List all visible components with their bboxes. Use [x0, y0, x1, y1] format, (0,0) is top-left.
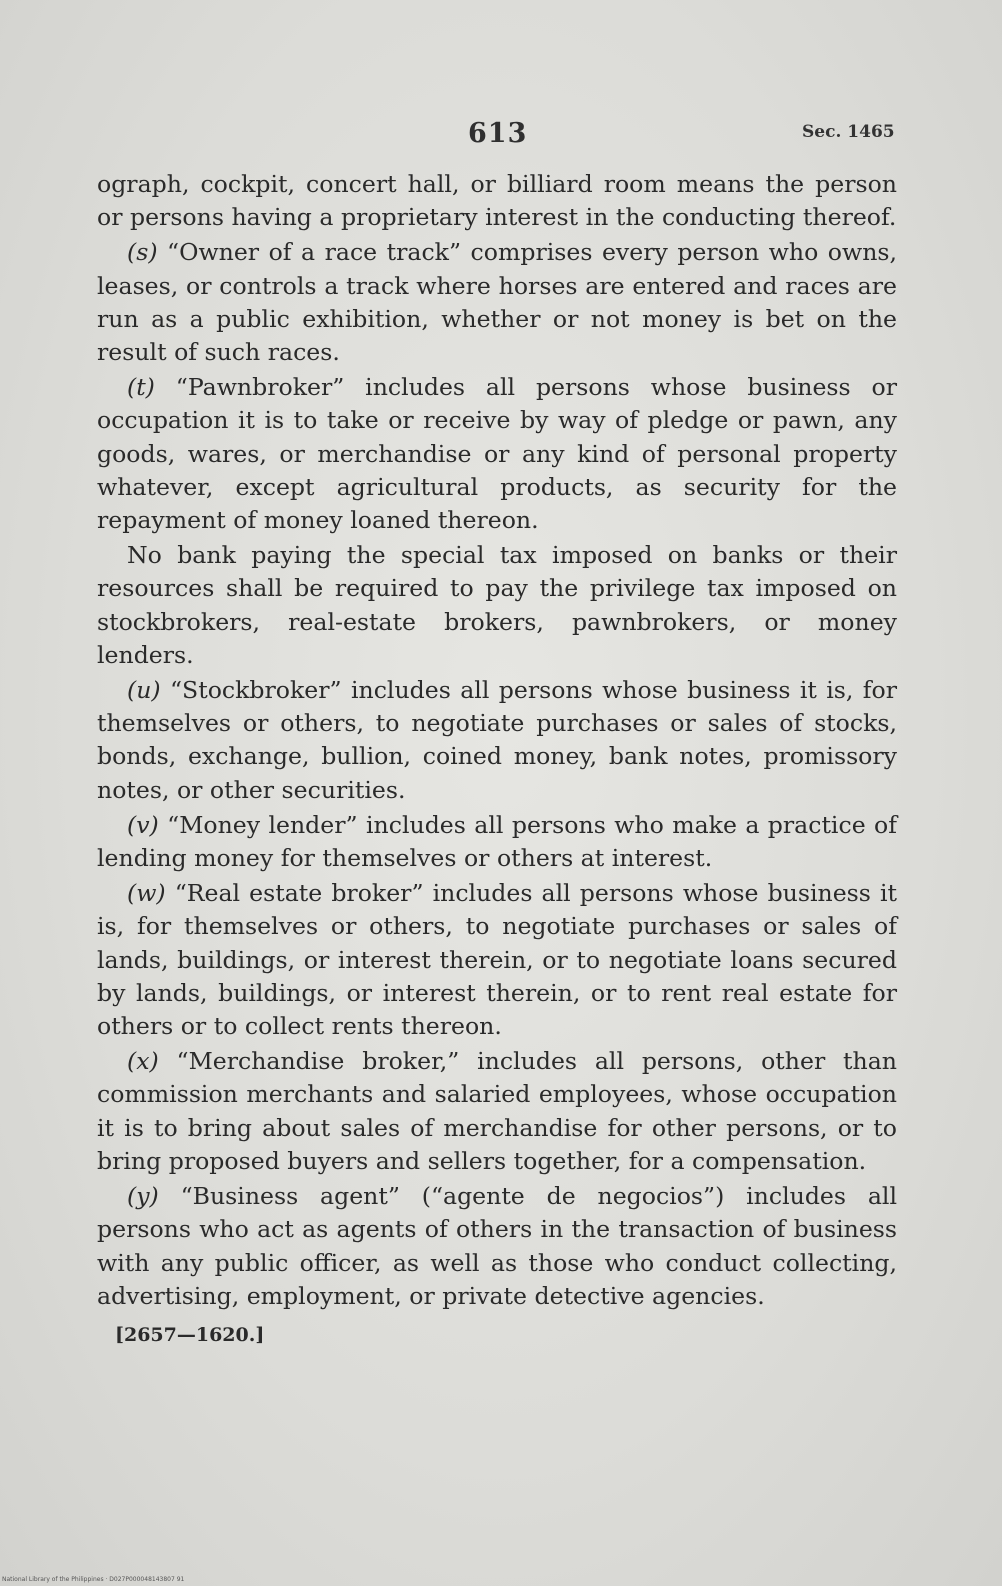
- paragraph-y: [97, 1180, 897, 1313]
- paragraph-letter: (y): [127, 1182, 159, 1211]
- paragraph-t: [97, 371, 897, 537]
- paragraph-letter: (t): [127, 373, 155, 402]
- paragraph-v: [97, 809, 897, 875]
- paragraph-text: ograph, cockpit, concert hall, or billiard room means the person or persons having a proprietary interest in the conducting thereof.: [97, 170, 897, 232]
- paragraph-letter: (x): [127, 1047, 159, 1076]
- paragraph-text: “Business agent” (“agente de negocios”) includes all persons who act as agents of others in the transaction of business with any public officer, as well as those who conduct collecting, advertising, employment, or private detective agencies.: [97, 1182, 897, 1310]
- section-reference: Sec. 1465: [802, 122, 895, 142]
- paragraph-letter: (w): [127, 879, 166, 908]
- paragraph-s: [97, 236, 897, 369]
- paragraph-text: “Pawnbroker” includes all persons whose business or occupation it is to take or receive by way of pledge or pawn, any goods, wares, or merchandise or any kind of personal property whatever, except agricultural products, as security for the repayment of money loaned thereon.: [97, 373, 897, 535]
- paragraph-text: “Owner of a race track” comprises every person who owns, leases, or controls a track where horses are entered and races are run as a public exhibition, whether or not money is bet on the result of such races.: [97, 238, 897, 367]
- citation: [2657—1620.]: [115, 1323, 265, 1346]
- paragraph-text: No bank paying the special tax imposed on banks or their resources shall be required to pay the privilege tax imposed on stockbrokers, real-estate brokers, pawnbrokers, or money lenders.: [97, 541, 897, 669]
- paragraph-no-bank: [97, 539, 897, 672]
- body-text: [97, 168, 897, 1352]
- paragraph-letter: (v): [127, 810, 159, 839]
- paragraph-text: “Real estate broker” includes all persons whose business it is, for themselves or others, to negotiate purchases or sales of lands, buildings, or interest therein, or to negotiate loans secured by lands, buildings, or interest therein, or to rent real estate for others or to collect rents thereon.: [97, 879, 897, 1041]
- paragraph-text: “Merchandise broker,” includes all persons, other than commission merchants and salaried employees, whose occupation it is to bring about sales of merchandise for other persons, or to bring proposed buyers and sellers together, for a compensation.: [97, 1047, 897, 1175]
- paragraph-continuation: [97, 168, 897, 234]
- paragraph-text: “Stockbroker” includes all persons whose business it is, for themselves or others, to negotiate purchases or sales of stocks, bonds, exchange, bullion, coined money, bank notes, promissory notes, or other securities.: [97, 676, 897, 804]
- paragraph-letter: (s): [127, 238, 158, 267]
- page-number: 613: [468, 118, 528, 149]
- paragraph-w: [97, 877, 897, 1043]
- paragraph-u: [97, 674, 897, 807]
- page-header: [0, 112, 1002, 152]
- paragraph-text: “Money lender” includes all persons who make a practice of lending money for themselves or others at interest.: [97, 810, 897, 873]
- paragraph-x: [97, 1045, 897, 1178]
- paragraph-letter: (u): [127, 676, 161, 705]
- library-footer: National Library of the Philippines · D027P000048143807 91: [2, 1576, 185, 1583]
